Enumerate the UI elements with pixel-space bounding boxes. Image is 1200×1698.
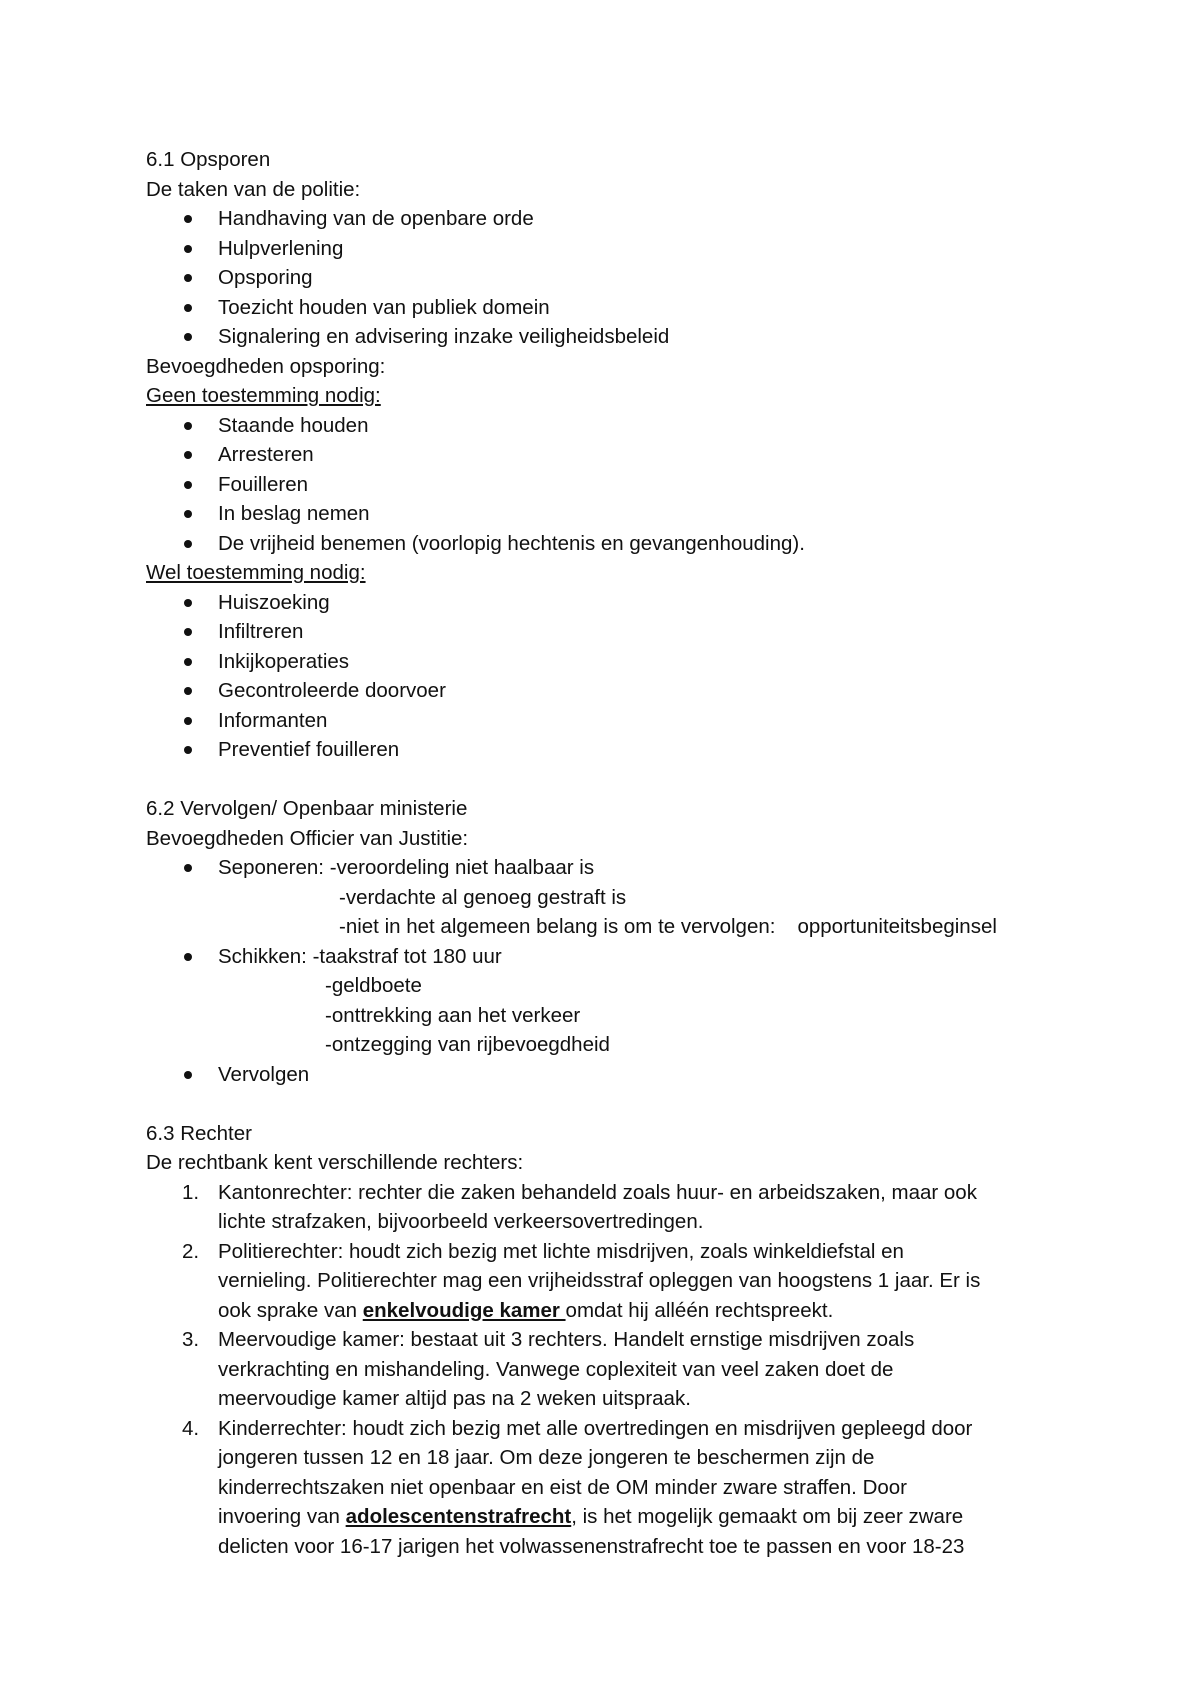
- list-item-schikken: [146, 942, 1076, 972]
- item-number: 2.: [182, 1239, 200, 1263]
- schikken-option: -onttrekking aan het verkeer: [325, 1003, 581, 1027]
- list-item: Toezicht houden van publiek domein: [146, 293, 1076, 323]
- schikken-option: -geldboete: [325, 974, 422, 997]
- geen-toestemming-label: Geen toestemming nodig:: [146, 384, 381, 407]
- section-heading-6-2: 6.2 Vervolgen/ Openbaar ministerie: [146, 797, 468, 820]
- list-item: Informanten: [146, 706, 1076, 736]
- item-line: [218, 1296, 1076, 1326]
- list-item: Inkijkoperaties: [146, 647, 1076, 677]
- geen-toestemming-list: [146, 411, 1076, 559]
- text-run: invoering van: [218, 1505, 346, 1528]
- list-item: Hulpverlening: [146, 234, 1076, 264]
- list-item: Opsporing: [146, 263, 1076, 293]
- item-line: vernieling. Politierechter mag een vrijheidsstraf opleggen van hoogstens 1 jaar. Er is: [218, 1269, 981, 1292]
- section-intro: De taken van de politie:: [146, 177, 361, 201]
- bevoegdheden-ovj-list: [146, 853, 1076, 1089]
- wel-toestemming-list: [146, 588, 1076, 765]
- list-item-politierechter: [146, 1237, 1076, 1326]
- list-item: De vrijheid benemen (voorlopig hechtenis en gevangenhouding).: [146, 529, 1076, 559]
- section-intro: De rechtbank kent verschillende rechters:: [146, 1151, 524, 1174]
- section-heading-6-1: 6.1 Opsporen: [146, 148, 271, 171]
- list-item: Fouilleren: [146, 470, 1076, 500]
- text-run: ook sprake van: [218, 1298, 363, 1322]
- list-item-kinderrechter: [146, 1414, 1076, 1562]
- item-line: verkrachting en mishandeling. Vanwege coplexiteit van veel zaken doet de: [218, 1357, 894, 1381]
- list-item: Infiltreren: [146, 617, 1076, 647]
- text-run: omdat hij alléén rechtspreekt.: [565, 1298, 834, 1322]
- item-number: 1.: [182, 1180, 200, 1204]
- item-line: lichte strafzaken, bijvoorbeeld verkeersovertredingen.: [218, 1210, 704, 1233]
- rechters-list: [146, 1178, 1076, 1562]
- section-intro: Bevoegdheden Officier van Justitie:: [146, 826, 469, 850]
- list-item: In beslag nemen: [146, 499, 1076, 529]
- list-item-seponeren: [146, 853, 1076, 883]
- seponeren-reason: -niet in het algemeen belang is om te vervolgen:: [339, 915, 776, 938]
- spacer: [146, 1089, 1076, 1119]
- taken-list: [146, 204, 1076, 352]
- list-item: Staande houden: [146, 411, 1076, 441]
- term-enkelvoudige-kamer: enkelvoudige kamer: [362, 1298, 566, 1322]
- seponeren-line: Seponeren: -veroordeling niet haalbaar is: [218, 856, 595, 879]
- item-line: kinderrechtszaken niet openbaar en eist de OM minder zware straffen. Door: [218, 1475, 908, 1499]
- item-number: 3.: [182, 1328, 200, 1351]
- spacer: [146, 765, 1076, 795]
- term-adolescentenstrafrecht: adolescentenstrafrecht: [345, 1505, 572, 1528]
- schikken-option: -ontzegging van rijbevoegdheid: [325, 1033, 610, 1056]
- item-line: Kantonrechter: rechter die zaken behandeld zoals huur- en arbeidszaken, maar ook: [218, 1180, 977, 1204]
- list-item-vervolgen: Vervolgen: [146, 1060, 1076, 1090]
- item-line: Kinderrechter: houdt zich bezig met alle overtredingen en misdrijven gepleegd door: [218, 1416, 973, 1440]
- list-item: Arresteren: [146, 440, 1076, 470]
- item-number: 4.: [182, 1416, 200, 1440]
- list-item: Preventief fouilleren: [146, 735, 1076, 765]
- opportuniteitsbeginsel: opportuniteitsbeginsel: [797, 915, 997, 938]
- wel-toestemming-label: Wel toestemming nodig:: [146, 561, 366, 584]
- seponeren-reason: -verdachte al genoeg gestraft is: [339, 885, 627, 909]
- list-item-meervoudige-kamer: [146, 1325, 1076, 1414]
- item-line: Politierechter: houdt zich bezig met lichte misdrijven, zoals winkeldiefstal en: [218, 1239, 904, 1263]
- section-heading-6-3: 6.3 Rechter: [146, 1121, 252, 1145]
- list-item: Huiszoeking: [146, 588, 1076, 618]
- text-run: , is het mogelijk gemaakt om bij zeer zware: [571, 1505, 964, 1528]
- list-item-kantonrechter: [146, 1178, 1076, 1237]
- item-line: Meervoudige kamer: bestaat uit 3 rechters. Handelt ernstige misdrijven zoals: [218, 1328, 915, 1351]
- list-item: Handhaving van de openbare orde: [146, 204, 1076, 234]
- item-line: delicten voor 16-17 jarigen het volwassenenstrafrecht toe te passen en voor 18-23: [218, 1534, 965, 1558]
- list-item: Signalering en advisering inzake veiligheidsbeleid: [146, 322, 1076, 352]
- item-line: jongeren tussen 12 en 18 jaar. Om deze jongeren te beschermen zijn de: [218, 1446, 875, 1469]
- bevoegdheden-label: Bevoegdheden opsporing:: [146, 354, 386, 378]
- seponeren-reason-with-principle: [146, 912, 1076, 942]
- list-item: Gecontroleerde doorvoer: [146, 676, 1076, 706]
- item-line: [218, 1502, 1076, 1532]
- item-line: meervoudige kamer altijd pas na 2 weken uitspraak.: [218, 1387, 691, 1410]
- schikken-line: Schikken: -taakstraf tot 180 uur: [218, 944, 502, 968]
- document-content: [146, 145, 1076, 1561]
